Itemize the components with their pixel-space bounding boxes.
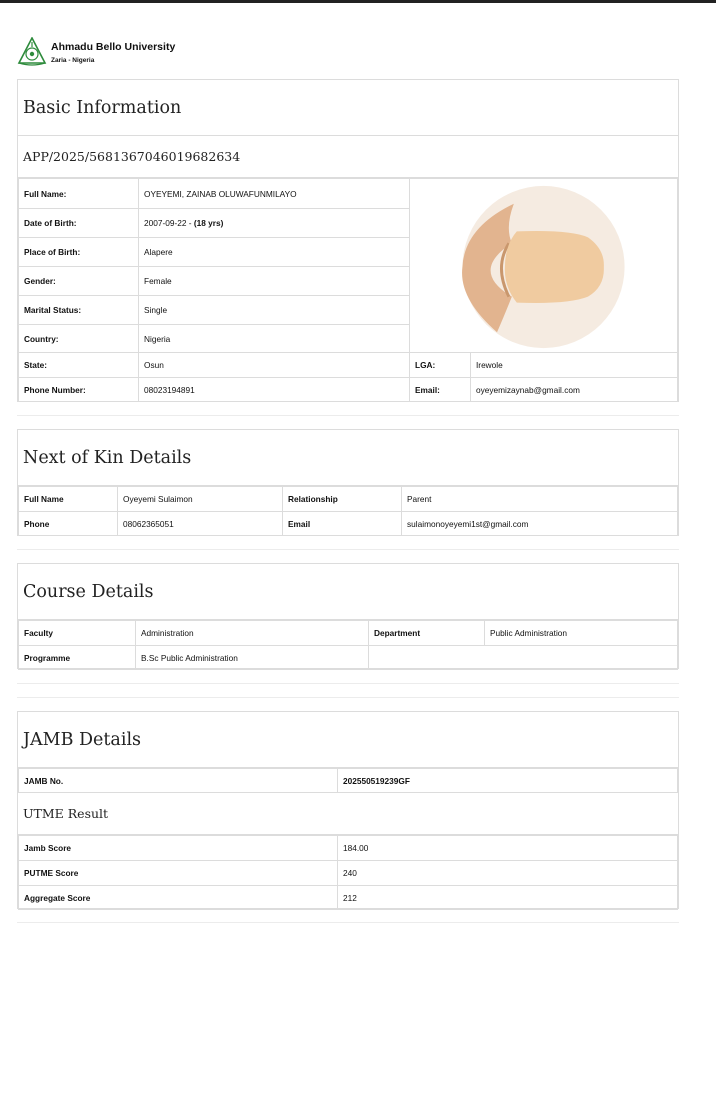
- next-of-kin-section: [17, 429, 679, 536]
- lga-label: LGA:: [410, 353, 471, 378]
- kin-email-label: Email: [283, 512, 402, 536]
- next-of-kin-table: [18, 486, 678, 536]
- email-label: Email:: [410, 378, 471, 402]
- dob-date: 2007-09-22 -: [144, 218, 194, 228]
- department-label: Department: [369, 621, 485, 646]
- university-logo-icon: [17, 37, 47, 66]
- programme-label: Programme: [19, 646, 136, 670]
- empty-cell: [369, 646, 678, 670]
- section-divider: [17, 549, 679, 550]
- dob-value: [139, 209, 410, 238]
- phone-number-label: Phone Number:: [19, 378, 139, 402]
- dob-age: (18 yrs): [193, 218, 224, 228]
- putme-score-label: PUTME Score: [19, 861, 338, 886]
- section-title-jamb-details: JAMB Details: [18, 712, 678, 768]
- jamb-number-label: JAMB No.: [19, 769, 338, 793]
- country-value: Nigeria: [139, 325, 410, 353]
- section-title-course-details: Course Details: [18, 564, 678, 620]
- passport-photo-image: [410, 179, 677, 352]
- country-label: Country:: [19, 325, 139, 353]
- jamb-number-table: [18, 768, 678, 793]
- jamb-score-value: 184.00: [338, 836, 678, 861]
- dob-label: Date of Birth:: [19, 209, 139, 238]
- state-label: State:: [19, 353, 139, 378]
- utme-result-title: UTME Result: [18, 793, 678, 835]
- jamb-details-section: [17, 711, 679, 909]
- university-location: Zaria - Nigeria: [51, 57, 95, 64]
- section-divider: [17, 922, 679, 923]
- passport-photo: [410, 179, 678, 353]
- section-divider: [17, 683, 679, 684]
- kin-relationship-value: Parent: [402, 487, 678, 512]
- marital-status-label: Marital Status:: [19, 296, 139, 325]
- faculty-value: Administration: [136, 621, 369, 646]
- kin-phone-label: Phone: [19, 512, 118, 536]
- marital-status-value: Single: [139, 296, 410, 325]
- jamb-score-label: Jamb Score: [19, 836, 338, 861]
- email-value: oyeyemizaynab@gmail.com: [471, 378, 678, 402]
- aggregate-score-value: 212: [338, 886, 678, 910]
- course-details-section: [17, 563, 679, 669]
- putme-score-value: 240: [338, 861, 678, 886]
- kin-name-label: Full Name: [19, 487, 118, 512]
- pob-value: Alapere: [139, 238, 410, 267]
- section-title-next-of-kin: Next of Kin Details: [18, 430, 678, 486]
- lga-value: Irewole: [471, 353, 678, 378]
- section-divider: [17, 697, 679, 698]
- pob-label: Place of Birth:: [19, 238, 139, 267]
- programme-value: B.Sc Public Administration: [136, 646, 369, 670]
- kin-relationship-label: Relationship: [283, 487, 402, 512]
- top-bar: [0, 0, 716, 3]
- application-number: APP/2025/5681367046019682634: [18, 136, 678, 178]
- full-name-value: OYEYEMI, ZAINAB OLUWAFUNMILAYO: [139, 179, 410, 209]
- state-value: Osun: [139, 353, 410, 378]
- section-title-basic-information: Basic Information: [18, 80, 678, 136]
- basic-information-section: [17, 79, 679, 402]
- phone-number-value: 08023194891: [139, 378, 410, 402]
- university-name: Ahmadu Bello University: [51, 41, 176, 53]
- gender-value: Female: [139, 267, 410, 296]
- aggregate-score-label: Aggregate Score: [19, 886, 338, 910]
- faculty-label: Faculty: [19, 621, 136, 646]
- full-name-label: Full Name:: [19, 179, 139, 209]
- kin-email-value: sulaimonoyeyemi1st@gmail.com: [402, 512, 678, 536]
- jamb-number-value: 202550519239GF: [338, 769, 678, 793]
- gender-label: Gender:: [19, 267, 139, 296]
- basic-information-table: [18, 178, 678, 402]
- kin-name-value: Oyeyemi Sulaimon: [118, 487, 283, 512]
- course-details-table: [18, 620, 678, 670]
- utme-result-table: [18, 835, 678, 910]
- kin-phone-value: 08062365051: [118, 512, 283, 536]
- section-divider: [17, 415, 679, 416]
- department-value: Public Administration: [485, 621, 678, 646]
